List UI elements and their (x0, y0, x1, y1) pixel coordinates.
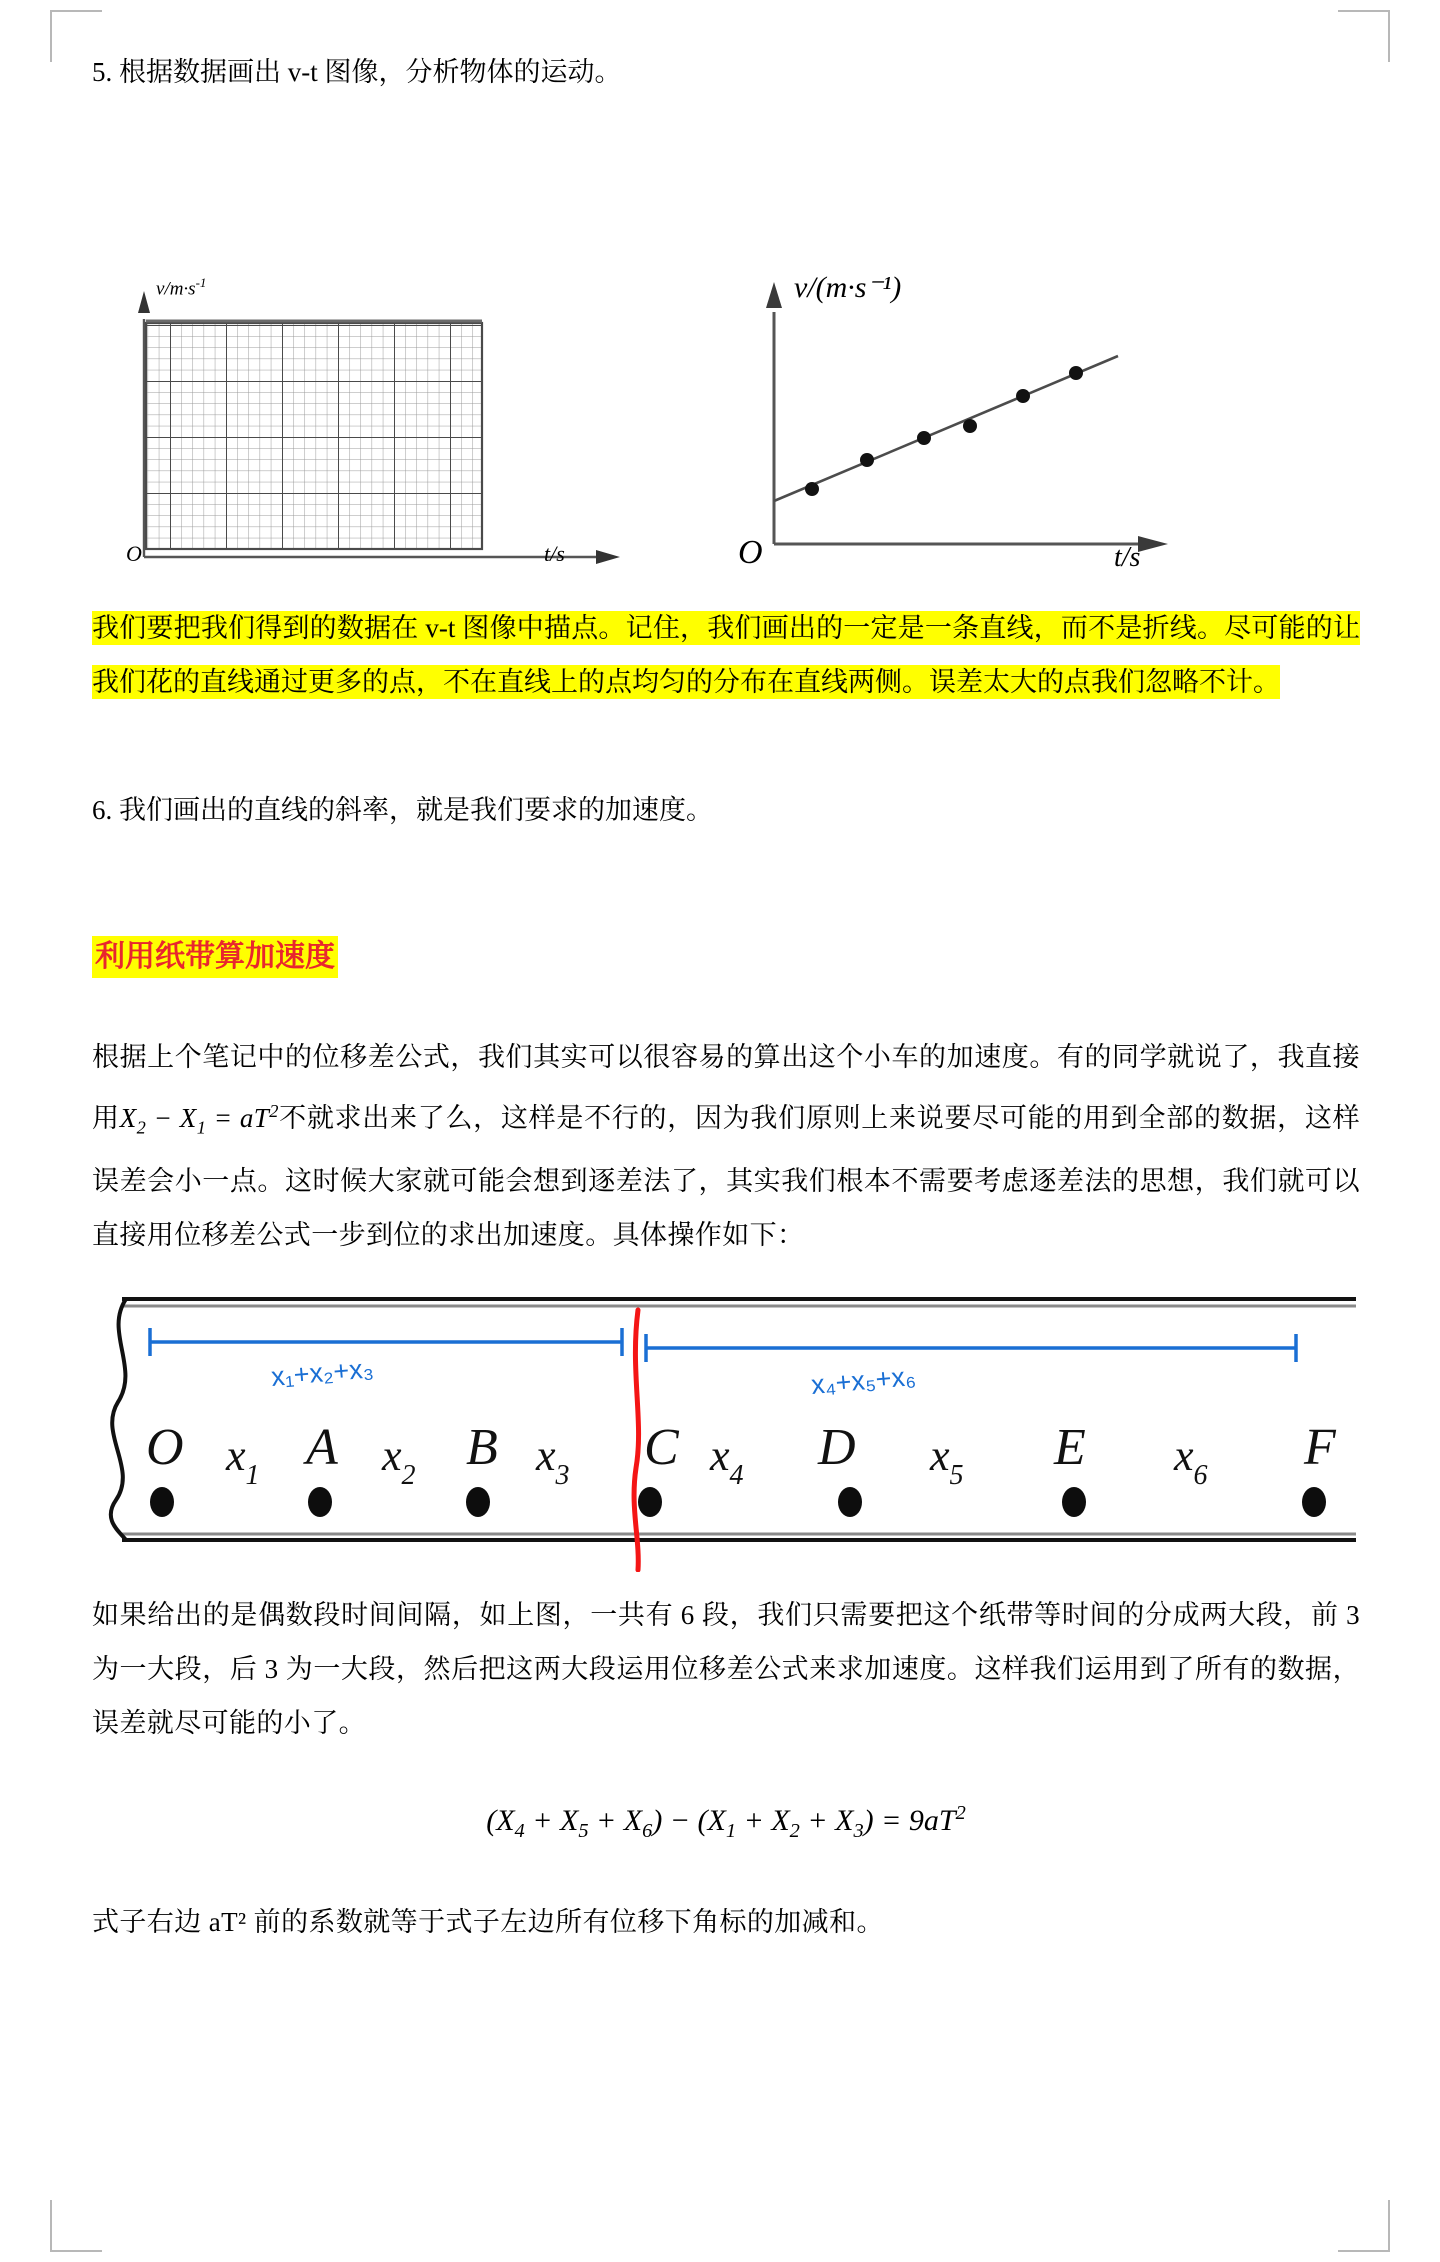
tape-dot (1062, 1487, 1086, 1517)
tape-marker-E: E (1054, 1419, 1086, 1477)
grid-graph-svg (114, 269, 644, 569)
tape-interval-x1: $x_1$ (226, 1431, 260, 1492)
y-axis-label-exponent: -1 (195, 275, 207, 290)
tape-interval-x6: $x_6$ (1174, 1431, 1208, 1492)
data-point (860, 453, 874, 467)
grid-graph-y-axis-label (156, 275, 206, 300)
data-point (1069, 366, 1083, 380)
list-item-6 (92, 788, 1360, 832)
highlighted-note (92, 601, 1360, 709)
y-axis-label-text: v/(m·s⁻¹) (794, 271, 902, 304)
grid-graph-origin-label: O (126, 541, 142, 566)
data-point (963, 419, 977, 433)
tape-body (100, 1296, 1356, 1544)
y-axis-label-text: v/m·s (156, 278, 196, 300)
list-item-5 (92, 50, 1360, 94)
grid-graph-x-axis-label: t/s (544, 541, 565, 566)
tape-marker-C: C (644, 1419, 679, 1477)
list-item-6-text: 我们画出的直线的斜率，就是我们要求的加速度。 (119, 795, 713, 825)
tape-marker-D: D (818, 1419, 856, 1477)
data-point (805, 482, 819, 496)
body-paragraph-1-part-a: 根据上个笔记中的位移差公式，我们其实可以很容易的算出这个小车的加速度。有的同学就说了，我直接用 (92, 1042, 1360, 1133)
main-formula-text: $(X_4 + X_5 + X_6) - (X_1 + X_2 + X_3) = 9aT^2$ (486, 1802, 966, 1843)
list-item-5-number: 5. (92, 57, 113, 87)
crop-mark-bottom-right (1338, 2200, 1390, 2252)
best-fit-line (774, 356, 1118, 501)
vt-graph-origin-label: O (738, 534, 763, 571)
inline-formula-displacement-difference: $X_2 - X_1 = aT^2$ (119, 1101, 279, 1138)
body-paragraph-1-part-b: 不就求出来了么，这样是不行的，因为我们原则上来说要尽可能的用到全部的数据，这样误差会小一点。这时候大家就可能会想到逐差法了，其实我们根本不需要考虑逐差法的思想，我们就可以直接用位移差公式一步到位的求出加速度。具体操作如下： (92, 1103, 1360, 1251)
data-point (1016, 389, 1030, 403)
annotation-label-right: x₄+x₅+x₆ (809, 1361, 917, 1401)
list-item-6-number: 6. (92, 795, 113, 825)
vt-graph-x-axis-label: t/s (1114, 542, 1141, 573)
chart-blank-grid (114, 269, 644, 574)
figure-row-vt-graphs (92, 94, 1360, 574)
tape-dot (466, 1487, 490, 1517)
y-axis-arrowhead (138, 291, 150, 313)
main-formula (92, 1802, 1360, 1843)
tape-dot (638, 1487, 662, 1517)
highlighted-note-text: 我们要把我们得到的数据在 v-t 图像中描点。记住，我们画出的一定是一条直线，而不是折线。尽可能的让我们花的直线通过更多的点，不在直线上的点均匀的分布在直线两侧。误差太大的点我们忽略不计。 (92, 613, 1360, 697)
tape-interval-x4: $x_4$ (710, 1431, 744, 1492)
tape-marker-O: O (146, 1419, 184, 1477)
tape-interval-x5: $x_5$ (930, 1431, 964, 1492)
tape-dot (1302, 1487, 1326, 1517)
figure-paper-tape (92, 1282, 1360, 1572)
annotation-label-left: x₁+x₂+x₃ (269, 1353, 375, 1393)
chart-vt-scatter (732, 272, 1202, 587)
crop-mark-bottom-left (50, 2200, 102, 2252)
body-paragraph-1 (92, 1030, 1360, 1262)
closing-paragraph: 式子右边 aT² 前的系数就等于式子左边所有位移下角标的加减和。 (92, 1907, 884, 1938)
vt-graph-y-axis-label (794, 270, 901, 305)
x-axis-arrowhead (596, 550, 620, 564)
paper-tape-svg (92, 1282, 1360, 1572)
tape-interval-x2: $x_2$ (382, 1431, 416, 1492)
tape-marker-A: A (306, 1419, 338, 1477)
x-axis-arrowhead (1138, 536, 1168, 552)
tape-marker-B: B (466, 1419, 498, 1477)
list-item-5-text: 根据数据画出 v-t 图像，分析物体的运动。 (119, 57, 622, 87)
tape-marker-F: F (1304, 1419, 1336, 1477)
document-content (92, 0, 1360, 1949)
y-axis-arrowhead (766, 282, 782, 308)
tape-dot (150, 1487, 174, 1517)
vt-line-graph-svg (732, 272, 1202, 582)
section-heading-wrapper (92, 936, 1360, 978)
body-paragraph-2: 如果给出的是偶数段时间间隔，如上图，一共有 6 段，我们只需要把这个纸带等时间的分成两大段，前 3 为一大段，后 3 为一大段，然后把这两大段运用位移差公式来求加速度。这样我们运用到了所有的数据，误差就尽可能的小了。 (92, 1600, 1360, 1739)
tape-dot (838, 1487, 862, 1517)
tape-interval-x3: $x_3$ (536, 1431, 570, 1492)
data-point (917, 431, 931, 445)
graph-paper-area (146, 323, 482, 549)
section-heading: 利用纸带算加速度 (92, 936, 338, 978)
tape-dot (308, 1487, 332, 1517)
